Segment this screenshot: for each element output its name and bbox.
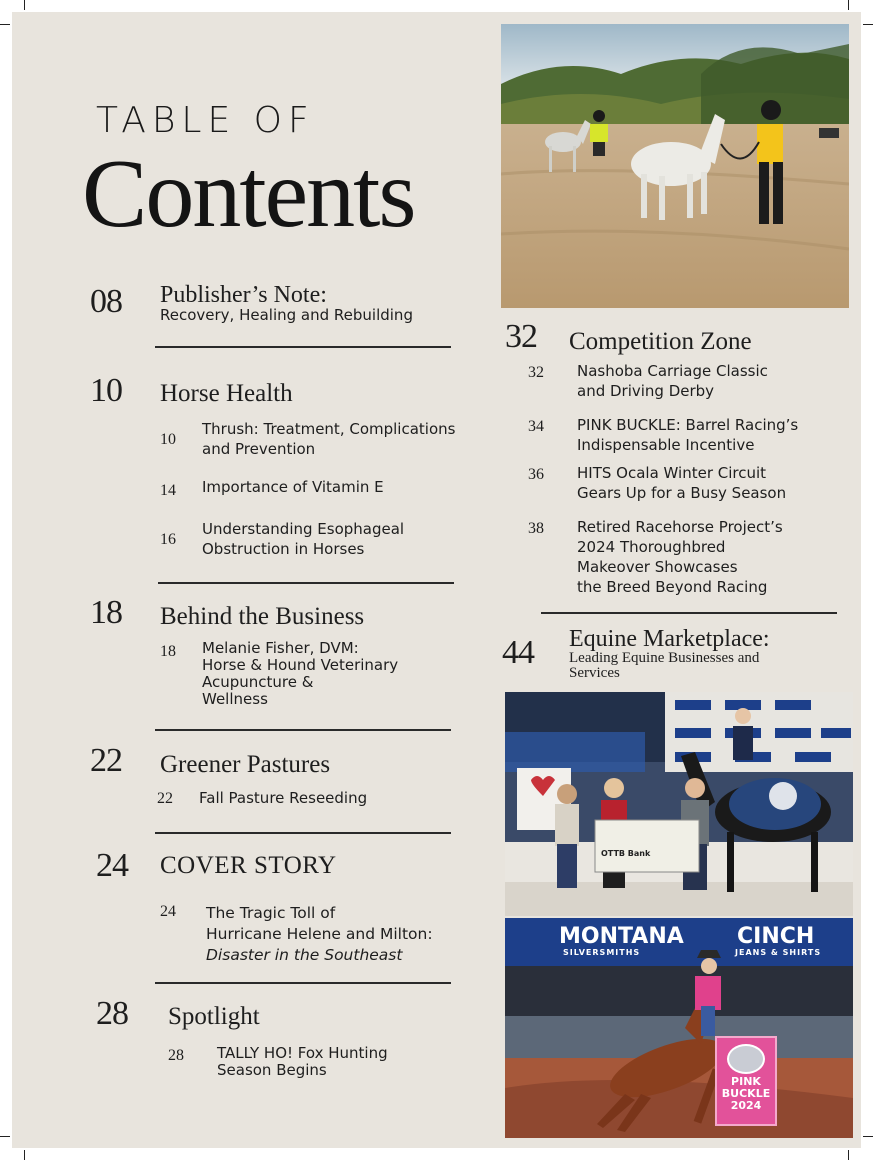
item-page-number: 18 <box>160 643 176 660</box>
toc-item-line: Makeover Showcases <box>577 558 738 576</box>
item-page-number: 28 <box>168 1047 184 1064</box>
toc-item[interactable] <box>206 903 433 966</box>
toc-item-line: Wellness <box>202 690 268 708</box>
crop-mark <box>24 0 25 10</box>
toc-item-line: Fall Pasture Reseeding <box>199 789 368 807</box>
toc-item-line: Importance of Vitamin E <box>202 478 384 496</box>
item-page-number: 34 <box>528 418 544 435</box>
section-number: 18 <box>90 594 122 631</box>
toc-item-line: and Driving Derby <box>577 382 715 400</box>
toc-item-line: Gears Up for a Busy Season <box>577 484 787 502</box>
item-page-number: 14 <box>160 482 176 499</box>
divider <box>155 982 451 984</box>
subtitle-line: Leading Equine Businesses and <box>569 650 760 666</box>
toc-item[interactable] <box>577 517 783 597</box>
toc-item-line: Season Begins <box>217 1061 327 1079</box>
toc-item[interactable] <box>202 640 398 708</box>
pink-buckle-text: PINK <box>731 1075 761 1088</box>
subtitle-line: Services <box>569 665 620 681</box>
section-number: 44 <box>502 634 534 671</box>
toc-item[interactable] <box>202 419 455 459</box>
toc-item-line: Disaster in the Southeast <box>206 946 403 964</box>
toc-item-line: The Tragic Toll of <box>206 904 336 922</box>
toc-item[interactable] <box>199 788 367 808</box>
section-number: 10 <box>90 372 122 409</box>
item-page-number: 22 <box>157 790 173 807</box>
toc-item-line: Retired Racehorse Project’s <box>577 518 783 536</box>
section-title[interactable]: Competition Zone <box>569 328 752 355</box>
pink-buckle-emblem <box>727 1044 765 1074</box>
toc-item-line: Obstruction in Horses <box>202 540 365 558</box>
crop-mark <box>0 24 10 25</box>
toc-item[interactable] <box>217 1045 388 1079</box>
banner-left-sub: SILVERSMITHS <box>563 948 641 957</box>
crop-mark <box>863 24 873 25</box>
section-number: 22 <box>90 742 122 779</box>
toc-item-line: Acupuncture & <box>202 673 314 691</box>
crop-mark <box>0 1136 10 1137</box>
section-subtitle[interactable] <box>569 651 759 681</box>
divider <box>155 832 451 834</box>
section-subtitle[interactable]: Recovery, Healing and Rebuilding <box>160 306 413 324</box>
toc-item-line: TALLY HO! Fox Hunting <box>217 1044 388 1062</box>
toc-item-line: Indispensable Incentive <box>577 436 755 454</box>
crop-mark <box>848 0 849 10</box>
pink-buckle-text: 2024 <box>730 1099 762 1112</box>
toc-item-line: Thrush: Treatment, Complications <box>202 420 456 438</box>
toc-item-line: Nashoba Carriage Classic <box>577 362 768 380</box>
crop-mark <box>848 1150 849 1160</box>
item-page-number: 32 <box>528 364 544 381</box>
banner-right-sub: JEANS & SHIRTS <box>735 948 822 957</box>
check-label: OTTB Bank <box>601 849 651 858</box>
toc-item[interactable] <box>202 477 384 497</box>
section-title[interactable]: Horse Health <box>160 380 293 407</box>
section-number: 28 <box>96 995 128 1032</box>
banner-right: CINCH <box>737 924 815 949</box>
divider <box>155 729 451 731</box>
title-top: TABLE OF <box>96 100 315 141</box>
toc-item[interactable] <box>577 415 798 455</box>
section-title[interactable]: Behind the Business <box>160 603 365 630</box>
divider <box>541 612 837 614</box>
section-number: 08 <box>90 283 122 320</box>
award-ceremony-photo <box>505 692 853 916</box>
section-title[interactable]: Greener Pastures <box>160 751 331 778</box>
item-page-number: 36 <box>528 466 544 483</box>
pink-buckle-barrel <box>715 1036 777 1126</box>
toc-item-line: HITS Ocala Winter Circuit <box>577 464 767 482</box>
section-title[interactable]: Equine Marketplace: <box>569 626 770 652</box>
item-page-number: 24 <box>160 903 176 920</box>
award-ceremony-illustration <box>505 692 853 916</box>
toc-item-line: PINK BUCKLE: Barrel Racing’s <box>577 416 799 434</box>
item-page-number: 38 <box>528 520 544 537</box>
horse-rescue-illustration <box>501 24 849 308</box>
toc-item-line: Horse & Hound Veterinary <box>202 656 399 674</box>
toc-item[interactable] <box>577 463 786 503</box>
toc-item[interactable] <box>202 519 404 559</box>
toc-item-line: Understanding Esophageal <box>202 520 405 538</box>
item-page-number: 10 <box>160 431 176 448</box>
divider <box>158 582 454 584</box>
section-number: 32 <box>505 318 537 355</box>
toc-item-line: Melanie Fisher, DVM: <box>202 639 359 657</box>
item-page-number: 16 <box>160 531 176 548</box>
toc-item-line: Hurricane Helene and Milton: <box>206 925 433 943</box>
crop-mark <box>863 1136 873 1137</box>
section-title[interactable]: Spotlight <box>168 1003 260 1030</box>
crop-mark <box>24 1150 25 1160</box>
toc-item-line: and Prevention <box>202 440 316 458</box>
pink-buckle-text: BUCKLE <box>721 1087 771 1100</box>
banner-left: MONTANA <box>559 924 684 949</box>
barrel-racing-photo <box>505 918 853 1138</box>
section-number: 24 <box>96 847 128 884</box>
section-title[interactable]: COVER STORY <box>160 852 337 879</box>
toc-item-line: 2024 Thoroughbred <box>577 538 726 556</box>
section-title[interactable]: Publisher’s Note: <box>160 282 327 308</box>
toc-item[interactable] <box>577 361 768 401</box>
title-main: Contents <box>82 140 415 248</box>
toc-item-line: the Breed Beyond Racing <box>577 578 768 596</box>
divider <box>155 346 451 348</box>
horse-rescue-photo <box>501 24 849 308</box>
